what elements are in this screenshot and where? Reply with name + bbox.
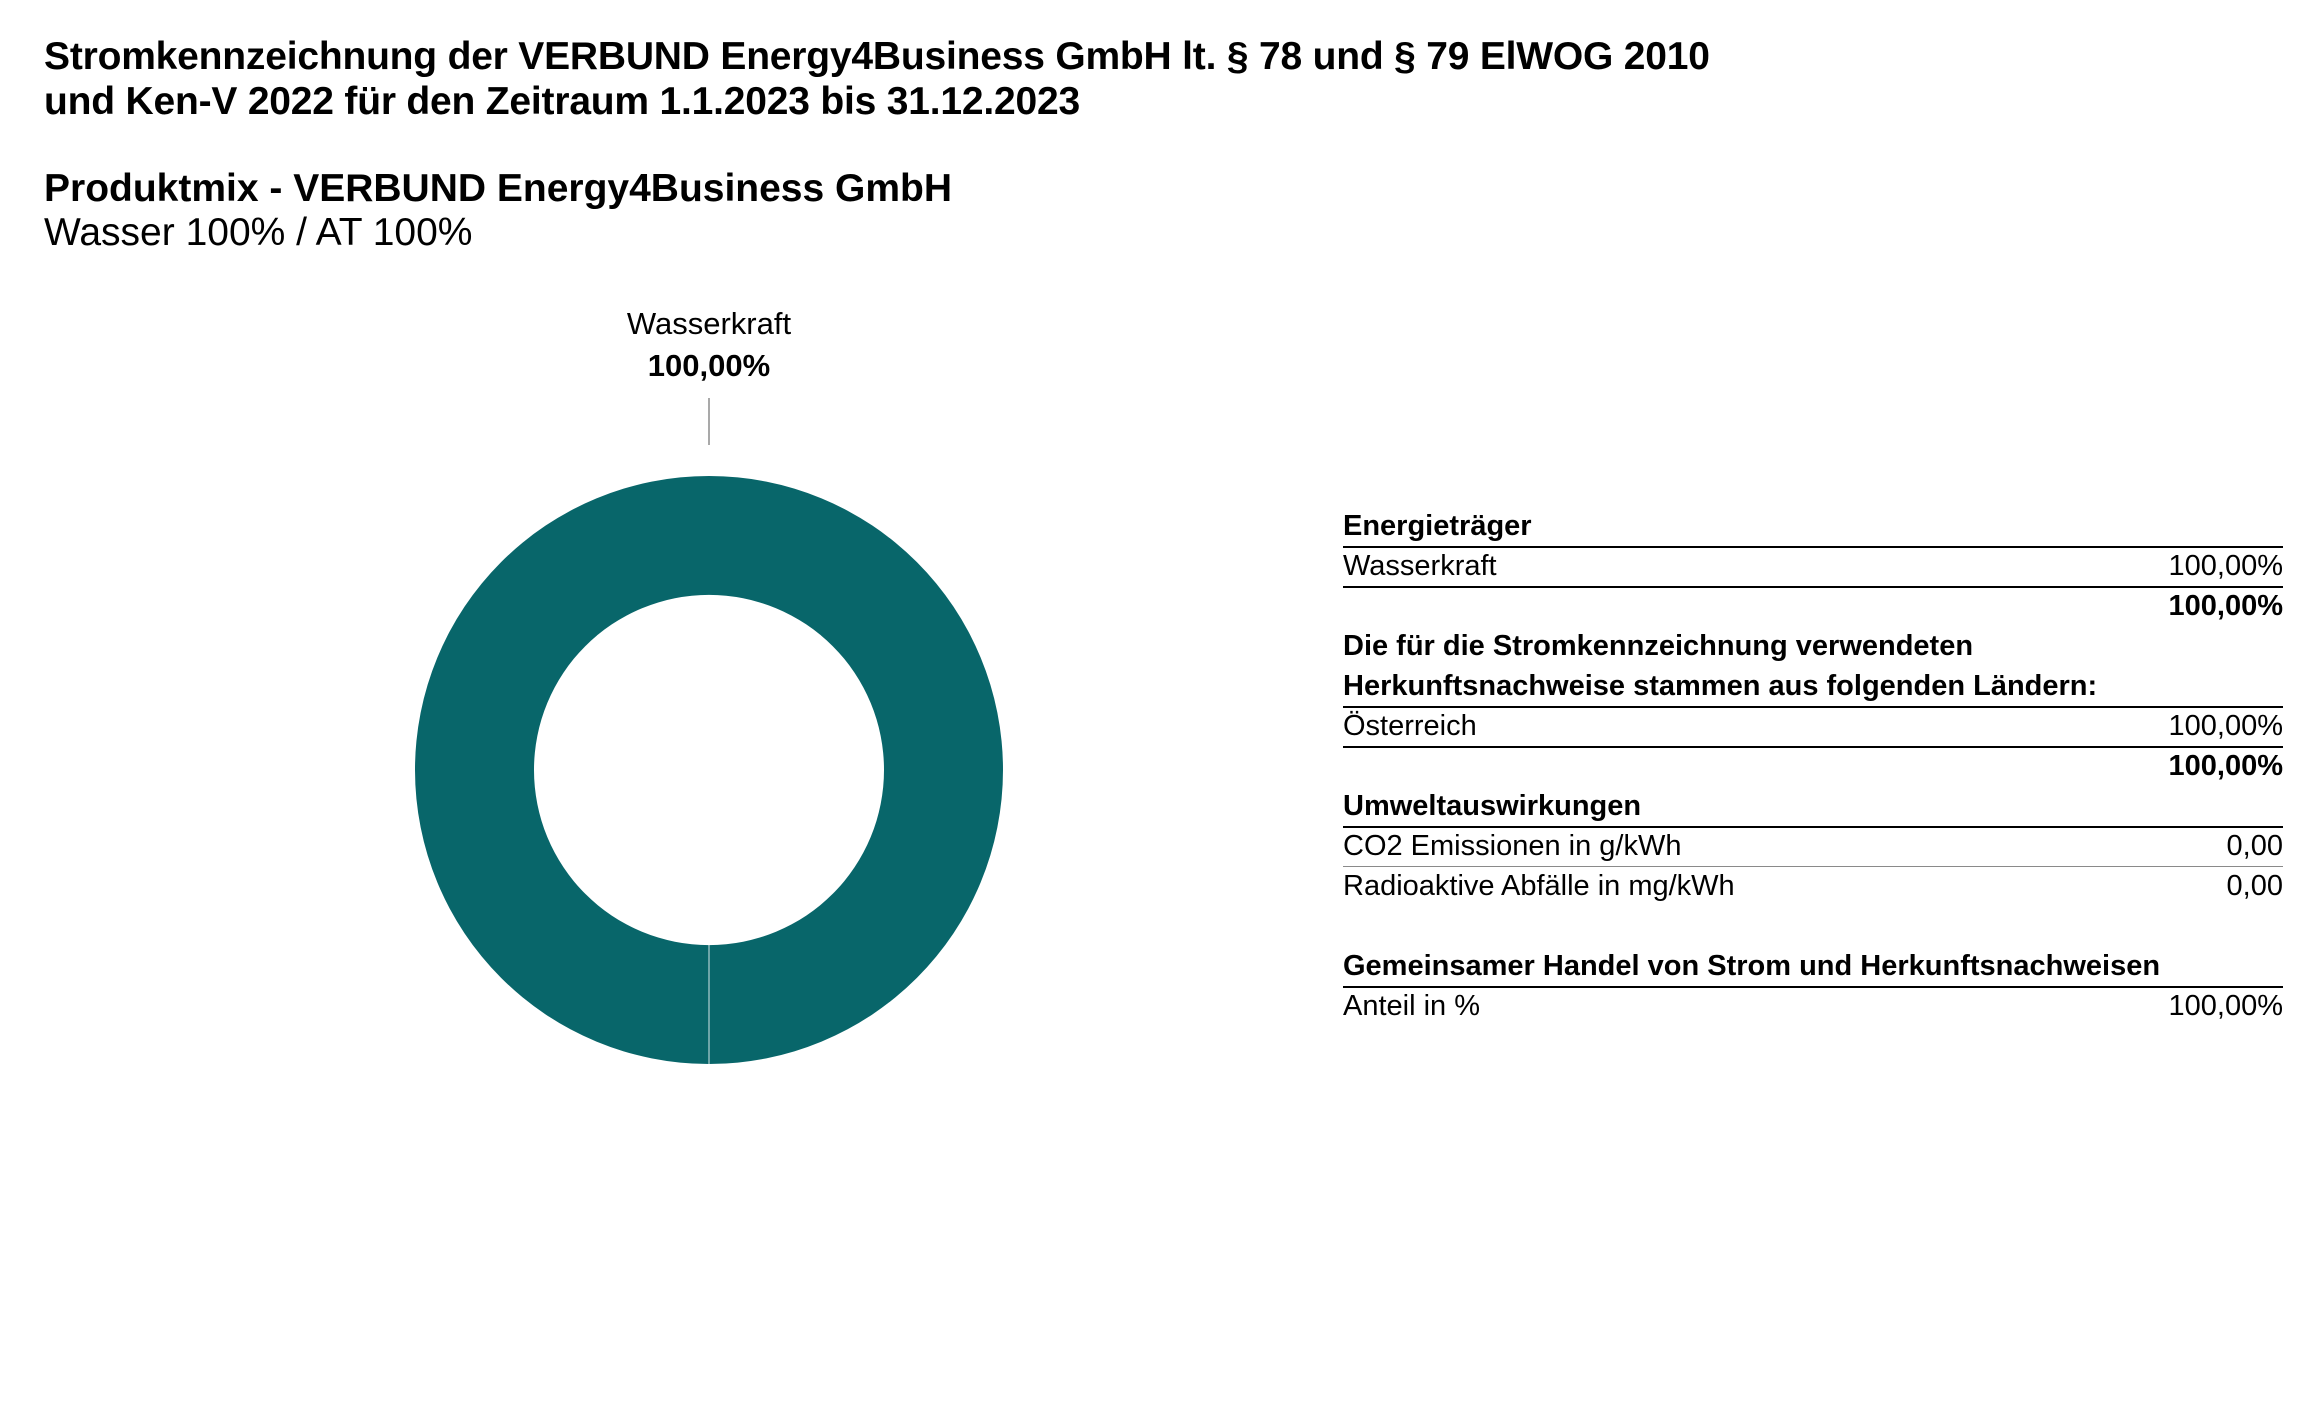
origin-heading-line-1 [1343,626,2283,666]
trade-row-label: Anteil in % [1343,990,1481,1022]
trade-heading-label: Gemeinsamer Handel von Strom und Herkunftsnachweisen [1343,950,2161,982]
origin-heading-label-2: Herkunftsnachweise stammen aus folgenden Ländern: [1343,670,2098,702]
product-subtitle: Wasser 100% / AT 100% [44,211,473,254]
energy-heading-label: Energieträger [1343,510,1532,542]
energy-total-row [1343,586,2283,626]
donut-chart [0,0,1300,1100]
env-row-radioactive-value: 0,00 [2226,870,2283,902]
title-line-2: und Ken-V 2022 für den Zeitraum 1.1.2023 bis 31.12.2023 [44,80,1080,123]
info-table [1343,506,2283,1026]
origin-heading-line-2 [1343,666,2283,706]
trade-row-value: 100,00% [2168,990,2283,1022]
env-row-co2-label: CO2 Emissionen in g/kWh [1343,830,1682,862]
env-row-radioactive-label: Radioaktive Abfälle in mg/kWh [1343,870,1735,902]
energy-row-label: Wasserkraft [1343,550,1497,582]
env-row-radioactive [1343,866,2283,906]
title-line-1: Stromkennzeichnung der VERBUND Energy4Business GmbH lt. § 78 und § 79 ElWOG 2010 [44,35,1710,78]
env-row-co2-value: 0,00 [2226,830,2283,862]
origin-total-row [1343,746,2283,786]
energy-heading [1343,506,2283,546]
energy-row-hydro [1343,546,2283,586]
origin-row-label: Österreich [1343,710,1477,742]
product-title: Produktmix - VERBUND Energy4Business GmbH [44,167,953,210]
env-heading [1343,786,2283,826]
section-spacer [1343,906,2283,946]
origin-row-value: 100,00% [2168,710,2283,742]
env-row-co2 [1343,826,2283,866]
energy-row-value: 100,00% [2168,550,2283,582]
trade-heading [1343,946,2283,986]
origin-total-value: 100,00% [2168,750,2283,782]
energy-total-value: 100,00% [2168,590,2283,622]
origin-heading-label-1: Die für die Stromkennzeichnung verwendeten [1343,630,1974,662]
trade-row-share [1343,986,2283,1026]
env-heading-label: Umweltauswirkungen [1343,790,1642,822]
slice-category-label: Wasserkraft [626,306,792,341]
origin-row-austria [1343,706,2283,746]
slice-value-label: 100,00% [647,348,771,383]
